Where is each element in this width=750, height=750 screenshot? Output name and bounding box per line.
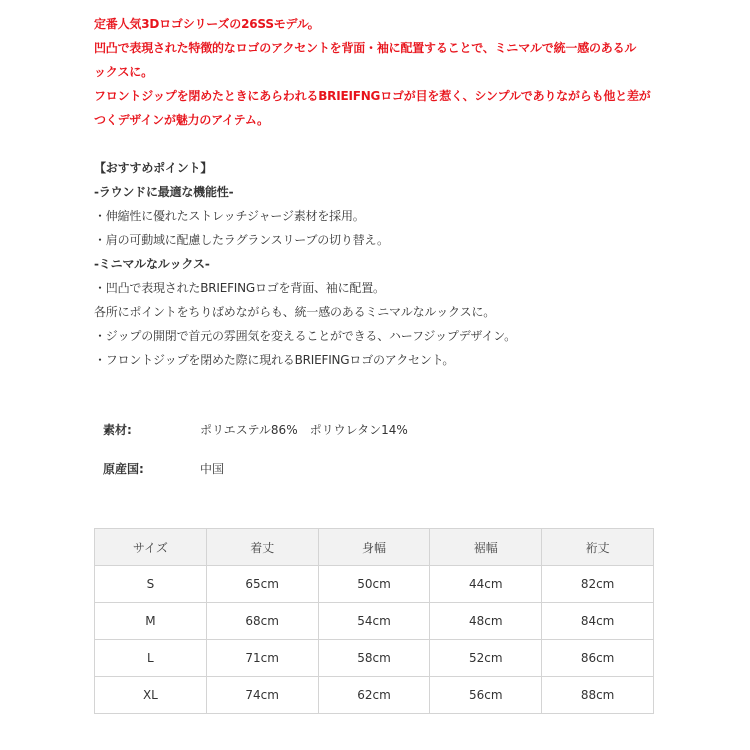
body-width-cell: 50cm xyxy=(318,566,430,603)
sleeve-length-cell: 84cm xyxy=(542,603,654,640)
size-cell: S xyxy=(95,566,207,603)
intro-line: フロントジップを閉めたときにあらわれるBRIEIFNGロゴが目を惹く、シンプルでありながらも他と差が xyxy=(94,89,651,103)
feature-item: ・ジップの開閉で首元の雰囲気を変えることができる、ハーフジップデザイン。 xyxy=(94,329,516,343)
origin-value: 中国 xyxy=(200,462,225,476)
origin-label: 原産国: xyxy=(103,462,144,476)
product-description xyxy=(94,12,664,372)
length-cell: 65cm xyxy=(206,566,318,603)
section-title-looks: -ミニマルなルックス- xyxy=(94,257,210,271)
size-table-header: 着丈 xyxy=(206,529,318,566)
size-table-row xyxy=(95,677,654,714)
body-width-cell: 58cm xyxy=(318,640,430,677)
size-table-header: 身幅 xyxy=(318,529,430,566)
intro-line: ックスに。 xyxy=(94,65,153,79)
size-table-row xyxy=(95,603,654,640)
length-cell: 74cm xyxy=(206,677,318,714)
points-heading: 【おすすめポイント】 xyxy=(94,161,213,175)
feature-item: ・フロントジップを閉めた際に現れるBRIEFINGロゴのアクセント。 xyxy=(94,353,455,367)
size-table xyxy=(94,528,654,714)
size-table-header-row xyxy=(95,529,654,566)
intro-line: つくデザインが魅力のアイテム。 xyxy=(94,113,269,127)
feature-item: ・肩の可動域に配慮したラグランスリーブの切り替え。 xyxy=(94,233,389,247)
hem-width-cell: 56cm xyxy=(430,677,542,714)
feature-item: 各所にポイントをちりばめながらも、統一感のあるミニマルなルックスに。 xyxy=(94,305,496,319)
hem-width-cell: 44cm xyxy=(430,566,542,603)
size-cell: M xyxy=(95,603,207,640)
sleeve-length-cell: 88cm xyxy=(542,677,654,714)
sleeve-length-cell: 82cm xyxy=(542,566,654,603)
material-value: ポリエステル86% ポリウレタン14% xyxy=(200,423,408,437)
feature-item: ・凹凸で表現されたBRIEFINGロゴを背面、袖に配置。 xyxy=(94,281,385,295)
length-cell: 68cm xyxy=(206,603,318,640)
size-table-row xyxy=(95,566,654,603)
body-width-cell: 54cm xyxy=(318,603,430,640)
length-cell: 71cm xyxy=(206,640,318,677)
body-width-cell: 62cm xyxy=(318,677,430,714)
intro-line: 定番人気3Dロゴシリーズの26SSモデル。 xyxy=(94,17,320,31)
section-title-function: -ラウンドに最適な機能性- xyxy=(94,185,234,199)
size-table-row xyxy=(95,640,654,677)
spacer xyxy=(94,132,664,156)
size-table-header: 裄丈 xyxy=(542,529,654,566)
intro-line: 凹凸で表現された特徴的なロゴのアクセントを背面・袖に配置することで、ミニマルで統一感のあるル xyxy=(94,41,637,55)
hem-width-cell: 48cm xyxy=(430,603,542,640)
hem-width-cell: 52cm xyxy=(430,640,542,677)
size-cell: L xyxy=(95,640,207,677)
size-cell: XL xyxy=(95,677,207,714)
material-label: 素材: xyxy=(103,423,132,437)
size-table-header: サイズ xyxy=(95,529,207,566)
size-table-header: 裾幅 xyxy=(430,529,542,566)
sleeve-length-cell: 86cm xyxy=(542,640,654,677)
feature-item: ・伸縮性に優れたストレッチジャージ素材を採用。 xyxy=(94,209,365,223)
